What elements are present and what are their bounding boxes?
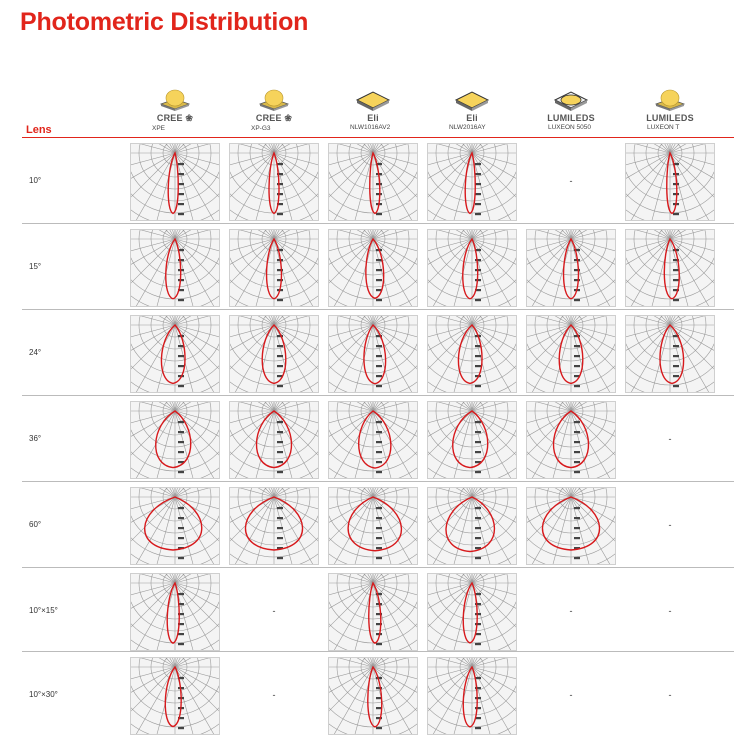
- model-name: NLW1016AV2: [350, 124, 391, 131]
- brand-name: LUMILEDS: [547, 113, 595, 123]
- polar-distribution-diagram: [625, 315, 715, 393]
- flat-chip-icon: [353, 86, 393, 112]
- polar-distribution-diagram: [130, 315, 220, 393]
- polar-distribution-diagram: [229, 487, 319, 565]
- polar-distribution-diagram: [625, 229, 715, 307]
- row-divider: [22, 567, 734, 568]
- polar-distribution-diagram: [328, 401, 418, 479]
- polar-distribution-diagram: [526, 487, 616, 565]
- lens-label: 10°: [29, 176, 42, 185]
- row-divider: [22, 651, 734, 652]
- row-divider: [22, 395, 734, 396]
- polar-distribution-diagram: [526, 229, 616, 307]
- polar-distribution-diagram: [229, 401, 319, 479]
- model-name: NLW2016AY: [449, 124, 486, 131]
- polar-distribution-diagram: [130, 143, 220, 221]
- polar-distribution-diagram: [229, 229, 319, 307]
- not-available-dash: -: [272, 606, 276, 616]
- not-available-dash: -: [668, 520, 672, 530]
- polar-distribution-diagram: [625, 143, 715, 221]
- column-header-3: [328, 84, 418, 131]
- square-chip-icon: [551, 86, 591, 112]
- dome-chip-icon: [155, 86, 195, 112]
- not-available-dash: -: [569, 176, 573, 186]
- not-available-dash: -: [668, 434, 672, 444]
- polar-distribution-diagram: [328, 487, 418, 565]
- polar-distribution-diagram: [328, 573, 418, 651]
- polar-distribution-diagram: [427, 143, 517, 221]
- polar-distribution-diagram: [427, 657, 517, 735]
- row-divider: [22, 223, 734, 224]
- polar-distribution-diagram: [229, 143, 319, 221]
- model-name: LUXEON 5050: [548, 124, 591, 131]
- row-divider: [22, 481, 734, 482]
- polar-distribution-diagram: [328, 657, 418, 735]
- polar-distribution-diagram: [526, 315, 616, 393]
- polar-distribution-diagram: [427, 229, 517, 307]
- dome-chip-icon: [650, 86, 690, 112]
- column-header-4: [427, 84, 517, 131]
- polar-distribution-diagram: [130, 573, 220, 651]
- polar-distribution-diagram: [427, 401, 517, 479]
- polar-distribution-diagram: [229, 315, 319, 393]
- model-name: XPE: [152, 125, 166, 132]
- dome-chip-icon: [254, 86, 294, 112]
- lens-label: 15°: [29, 262, 42, 271]
- lens-label: 10°×30°: [29, 690, 58, 699]
- polar-distribution-diagram: [130, 401, 220, 479]
- brand-name: LUMILEDS: [646, 113, 694, 123]
- lens-label: 10°×15°: [29, 606, 58, 615]
- column-header-2: [229, 84, 319, 132]
- row-divider: [22, 309, 734, 310]
- flat-chip-icon: [452, 86, 492, 112]
- polar-distribution-diagram: [328, 229, 418, 307]
- polar-distribution-diagram: [328, 315, 418, 393]
- column-header-6: [625, 84, 715, 131]
- polar-distribution-diagram: [130, 657, 220, 735]
- not-available-dash: -: [569, 606, 573, 616]
- polar-distribution-diagram: [427, 487, 517, 565]
- polar-distribution-diagram: [130, 229, 220, 307]
- page-title: Photometric Distribution: [20, 8, 309, 36]
- lens-column-header: Lens: [26, 124, 52, 136]
- model-name: XP-G3: [251, 125, 271, 132]
- polar-distribution-diagram: [526, 401, 616, 479]
- brand-name: Eli: [466, 113, 478, 123]
- column-header-5: [526, 84, 616, 131]
- brand-name: Eli: [367, 113, 379, 123]
- model-name: LUXEON T: [647, 124, 680, 131]
- polar-distribution-diagram: [427, 573, 517, 651]
- brand-name: CREE ❀: [156, 113, 194, 123]
- polar-distribution-diagram: [130, 487, 220, 565]
- not-available-dash: -: [272, 690, 276, 700]
- polar-distribution-diagram: [328, 143, 418, 221]
- header-divider: [22, 137, 734, 138]
- lens-label: 24°: [29, 348, 42, 357]
- not-available-dash: -: [569, 690, 573, 700]
- lens-label: 36°: [29, 434, 42, 443]
- not-available-dash: -: [668, 606, 672, 616]
- polar-distribution-diagram: [427, 315, 517, 393]
- brand-name: CREE ❀: [255, 113, 293, 123]
- column-header-1: [130, 84, 220, 132]
- not-available-dash: -: [668, 690, 672, 700]
- lens-label: 60°: [29, 520, 42, 529]
